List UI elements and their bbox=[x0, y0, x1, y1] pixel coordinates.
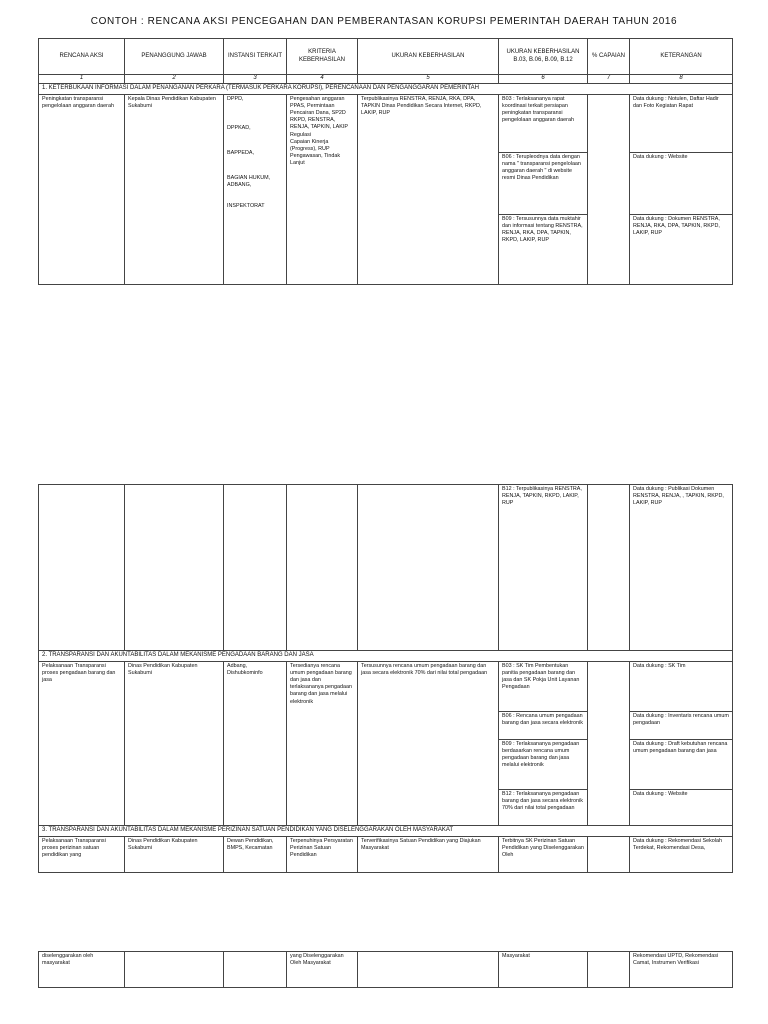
kriteria-item: Pengesahan anggaran bbox=[290, 95, 345, 102]
section1-instansi-cell bbox=[224, 94, 287, 284]
col-number: 6 bbox=[499, 75, 588, 84]
header-capaian: % CAPAIAN bbox=[588, 39, 630, 75]
header-rencana: RENCANA AKSI bbox=[39, 39, 125, 75]
section2-b06: B06 : Rencana umum pengadaan barang dan jasa secara elektronik bbox=[499, 711, 588, 739]
col-number: 4 bbox=[287, 75, 358, 84]
kriteria-item: Capaian Kinerja (Progress), RUP bbox=[290, 138, 330, 152]
section3-b03: Terbitnya SK Perizinan Satuan Pendidikan yang Diselenggarakan Oleh bbox=[499, 836, 588, 872]
section1-rencana: Peningkatan transparansi pengelolaan anggaran daerah bbox=[39, 94, 125, 284]
action-plan-table-part3 bbox=[38, 951, 733, 988]
section3-penanggung: Dinas Pendidikan Kabupaten Sukabumi bbox=[125, 836, 224, 872]
empty-cell bbox=[125, 485, 224, 651]
section3-heading: 3. TRANSPARANSI DAN AKUNTABILITAS DALAM MEKANISME PERIZINAN SATUAN PENDIDIKAN YANG DISELENGGARAKAN OLEH MASYARAKAT bbox=[39, 825, 733, 836]
header-ukuran-b: UKURAN KEBERHASILAN B.03, B.06, B.09, B.12 bbox=[499, 39, 588, 75]
section1-ket4: Data dukung : Publikasi Dokumen RENSTRA, RENJA, , TAPKIN, RKPD, LAKIP, RUP bbox=[630, 485, 733, 651]
section1-heading: 1. KETERBUKAAN INFORMASI DALAM PENANGANAN PERKARA (TERMASUK PERKARA KORUPSI), PERENCANAAN DAN PENGANGGARAN PEMERINTAH bbox=[39, 84, 733, 95]
section1-penanggung: Kepala Dinas Pendidikan Kabupaten Sukabumi bbox=[125, 94, 224, 284]
section1-b12: B12 : Terpublikasinya RENSTRA, RENJA, TAPKIN, RKPD, LAKIP, RUP bbox=[499, 485, 588, 651]
instansi-item: BAPPEDA, bbox=[227, 150, 254, 157]
instansi-item: DPPD, bbox=[227, 95, 244, 102]
section2-kriteria: Tersedianya rencana umum pengadaan barang dan jasa dan terlaksananya pengadaan barang dan jasa melalui elektronik bbox=[287, 661, 358, 825]
kriteria-item: Pengawasan, Tindak Lanjut bbox=[290, 152, 341, 167]
header-ukuran: UKURAN KEBERHASILAN bbox=[358, 39, 499, 75]
section3-rencana: Pelaksanaan Transparansi proses perizinan satuan pendidikan yang bbox=[39, 836, 125, 872]
empty-cell bbox=[125, 952, 224, 988]
kriteria-item: PPAS, Permintaan Pencairan Dana, SP2D bbox=[290, 103, 346, 117]
table-row bbox=[39, 485, 733, 651]
empty-cell bbox=[358, 485, 499, 651]
section2-capaian bbox=[588, 661, 630, 825]
empty-cell bbox=[588, 952, 630, 988]
header-keterangan: KETERANGAN bbox=[630, 39, 733, 75]
kriteria-item: RKPD, RENSTRA, RENJA, TAPKIN, LAKIP bbox=[290, 117, 348, 131]
table-header-row bbox=[39, 39, 733, 75]
col-number: 1 bbox=[39, 75, 125, 84]
col-number: 7 bbox=[588, 75, 630, 84]
header-penanggung: PENANGGUNG JAWAB bbox=[125, 39, 224, 75]
section3-cont-b: Masyarakat bbox=[499, 952, 588, 988]
column-number-row bbox=[39, 75, 733, 84]
page-title: CONTOH : RENCANA AKSI PENCEGAHAN DAN PEMBERANTASAN KORUPSI PEMERINTAH DAERAH TAHUN 2016 bbox=[90, 16, 678, 27]
section1-ket1: Data dukung : Notulen, Daftar Hadir dan Foto Kegiatan Rapat bbox=[630, 94, 733, 152]
section-heading-row bbox=[39, 84, 733, 95]
empty-cell bbox=[224, 952, 287, 988]
section3-kriteria: Terpenuhinya Persyaratan Perizinan Satuan Pendidikan bbox=[287, 836, 358, 872]
kriteria-item: Regulasi bbox=[290, 131, 311, 138]
section-heading-row bbox=[39, 825, 733, 836]
instansi-item: DPPKAD, bbox=[227, 125, 251, 132]
section2-ket3: Data dukung : Draft kebutuhan rencana umum pengadaan barang dan jasa bbox=[630, 739, 733, 789]
section3-cont-rencana: diselenggarakan oleh masyarakat bbox=[39, 952, 125, 988]
instansi-item: INSPEKTORAT bbox=[227, 202, 265, 209]
section3-instansi: Dewan Pendidikan, BMPS, Kecamatan bbox=[224, 836, 287, 872]
section2-b03: B03 : SK Tim Pembentukan panitia pengadaan barang dan jasa dan SK Pokja Unit Layanan Pengadaan bbox=[499, 661, 588, 711]
header-instansi: INSTANSI TERKAIT bbox=[224, 39, 287, 75]
section2-rencana: Pelaksanaan Transparansi proses pengadaan barang dan jasa bbox=[39, 661, 125, 825]
section1-b06: B06 : Terupleodnya data dengan nama " transparansi pengelolaan anggaran daerah " di website resmi Dinas Pendidikan bbox=[499, 152, 588, 214]
section3-cont-kriteria: yang Diselenggarakan Oleh Masyarakat bbox=[287, 952, 358, 988]
empty-cell bbox=[287, 485, 358, 651]
instansi-item: BAGIAN HUKUM, ADBANG, bbox=[227, 175, 271, 189]
empty-cell bbox=[588, 485, 630, 651]
empty-cell bbox=[224, 485, 287, 651]
section2-ket4: Data dukung : Website bbox=[630, 789, 733, 825]
col-number: 5 bbox=[358, 75, 499, 84]
section1-b03: B03 : Terlaksananya rapat koordinasi terkait persiapan peningkatan transparansi pengelolaan anggaran daerah bbox=[499, 94, 588, 152]
section2-b12: B12 : Terlaksananya pengadaan barang dan jasa secara elektronik 70% dari nilai total pengadaan bbox=[499, 789, 588, 825]
section2-ket1: Data dukung : SK Tim bbox=[630, 661, 733, 711]
col-number: 8 bbox=[630, 75, 733, 84]
section1-capaian bbox=[588, 94, 630, 284]
section3-ket1: Data dukung : Rekomendasi Sekolah Terdekat, Rekomendasi Desa, bbox=[630, 836, 733, 872]
section1-ukuran: Terpublikasinya RENSTRA, RENJA, RKA, DPA, TAPKIN Dinas Pendidikan Secara Internet, RKPD, LAKIP, RUP bbox=[358, 94, 499, 284]
section3-capaian bbox=[588, 836, 630, 872]
section3-ukuran: Terverifikasinya Satuan Pendidikan yang Diajukan Masyarakat bbox=[358, 836, 499, 872]
section1-ket2: Data dukung : Website bbox=[630, 152, 733, 214]
section1-kriteria-cell bbox=[287, 94, 358, 284]
section-heading-row bbox=[39, 651, 733, 662]
header-kriteria: KRITERIA KEBERHASILAN bbox=[287, 39, 358, 75]
table-row bbox=[39, 836, 733, 872]
section2-instansi: Adbang, Dishubkominfo bbox=[224, 661, 287, 825]
empty-cell bbox=[358, 952, 499, 988]
section2-heading: 2. TRANSPARANSI DAN AKUNTABILITAS DALAM MEKANISME PENGADAAN BARANG DAN JASA bbox=[39, 651, 733, 662]
col-number: 2 bbox=[125, 75, 224, 84]
empty-cell bbox=[39, 485, 125, 651]
section1-b09: B09 : Tersusunnya data muktahir dan informasi tentang RENSTRA, RENJA, RKA, DPA, TAPKIN, RKPD, LAKIP, RUP bbox=[499, 214, 588, 284]
section3-cont-ket: Rekomendasi UPTD, Rekomendasi Camat, Instrumen Verifikasi bbox=[630, 952, 733, 988]
action-plan-table-part2 bbox=[38, 484, 733, 873]
col-number: 3 bbox=[224, 75, 287, 84]
table-row bbox=[39, 952, 733, 988]
table-row bbox=[39, 94, 733, 152]
section2-ket2: Data dukung : Inventaris rencana umum pengadaan bbox=[630, 711, 733, 739]
action-plan-table-part1 bbox=[38, 38, 733, 285]
section2-penanggung: Dinas Pendidikan Kabupaten Sukabumi bbox=[125, 661, 224, 825]
table-row bbox=[39, 661, 733, 711]
section1-ket3: Data dukung : Dokumen RENSTRA, RENJA, RKA, DPA, TAPKIN, RKPD, LAKIP, RUP bbox=[630, 214, 733, 284]
section2-ukuran: Tersusunnya rencana umum pengadaan barang dan jasa secara elektronik 70% dari nilai total pengadaan bbox=[358, 661, 499, 825]
section2-b09: B09 : Terlaksananya pengadaan berdasarkan rencana umum pengadaan barang dan jasa melalui elektronik bbox=[499, 739, 588, 789]
